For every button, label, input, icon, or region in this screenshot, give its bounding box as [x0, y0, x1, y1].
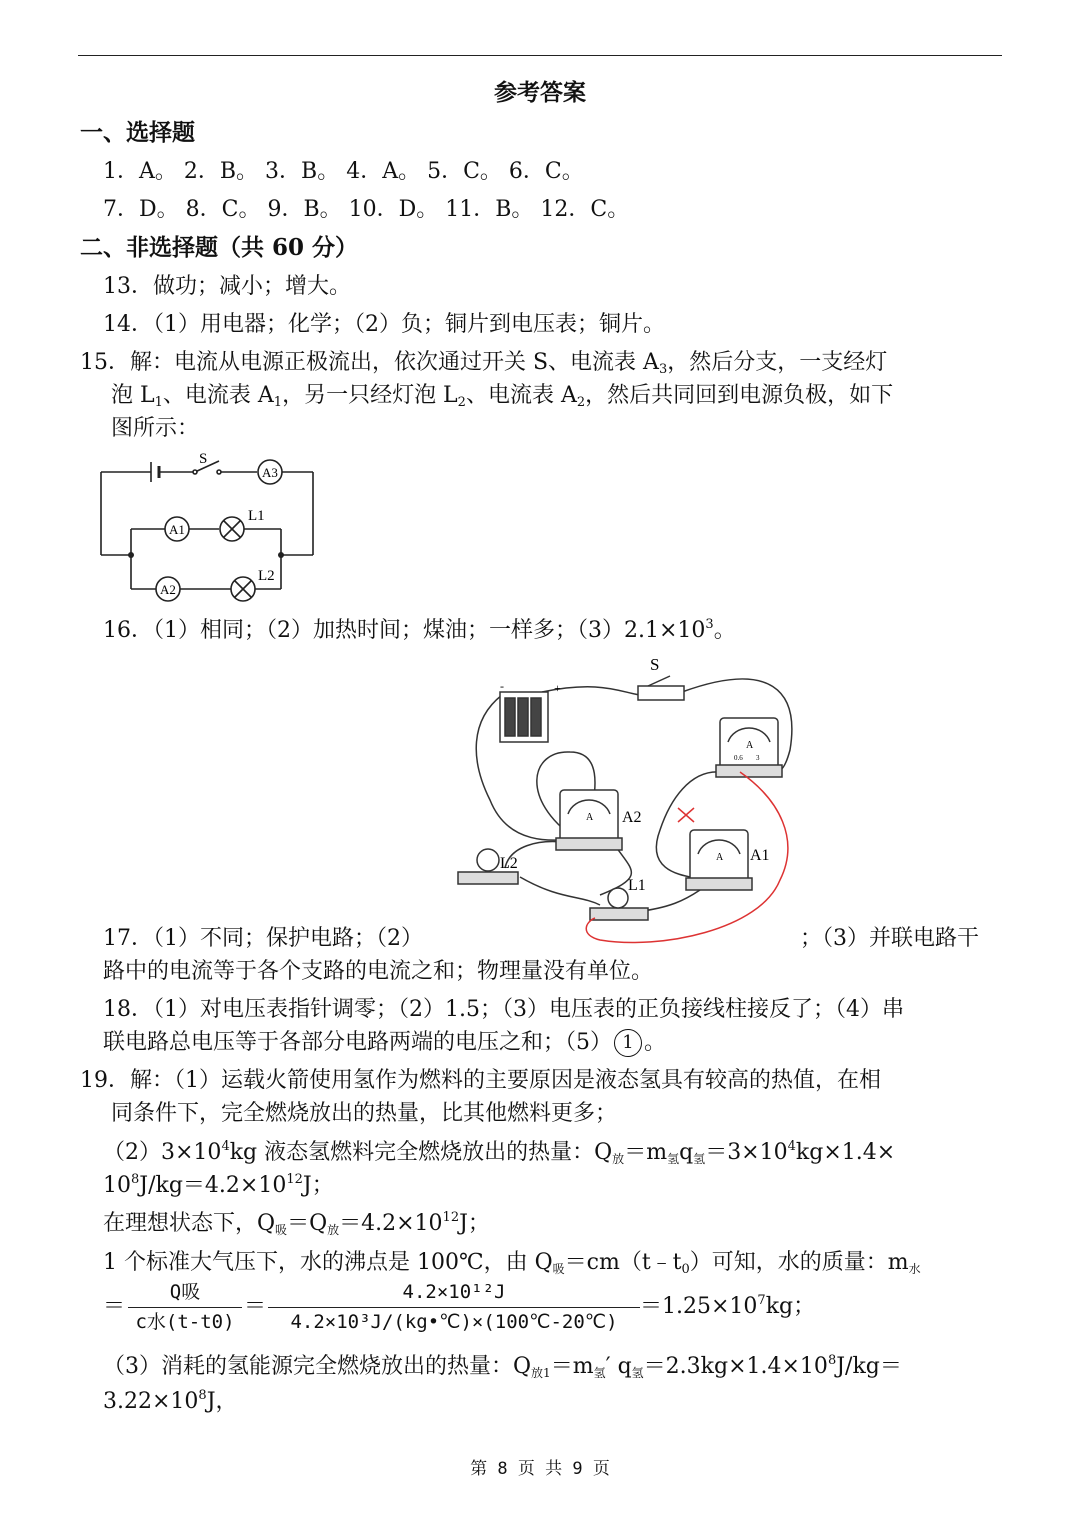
red-cross-mark — [678, 808, 694, 822]
fraction-2 — [268, 1276, 640, 1336]
lamp-l1-label: L1 — [248, 508, 265, 524]
mass-result: $=1.25\times 10^7kg$； — [640, 1293, 816, 1319]
scale-06-top: 0.6 — [734, 754, 743, 762]
page-footer: 第 8 页 共 9 页 — [470, 1459, 610, 1479]
answer-19-line-5: 在理想状态下，Q吸＝Q放$=4.2\times 10^{12}J$； — [103, 1210, 490, 1237]
meter-face-top: A — [746, 740, 754, 751]
answer-19-line-2: 同条件下，完全燃烧放出的热量，比其他燃料更多； — [111, 1101, 618, 1126]
circuit-schematic — [95, 448, 325, 608]
answer-15-line-1: 15．解：电流从电源正极流出，依次通过开关 S、电流表 $A_3$，然后分支，一支经灯 — [80, 350, 888, 377]
switch-label: S — [650, 655, 660, 674]
answer-19-line-3: $(2)3\times 10^4kg$ 液态氢燃料完全燃烧放出的热量：Q放＝m氢q氢$=3\times 10^4kg\times 1.4\times$ — [103, 1139, 896, 1166]
answer-15-line-3: 图所示： — [111, 416, 200, 441]
physical-circuit-drawing — [450, 650, 810, 950]
meter-a2-label: A2 — [622, 809, 642, 826]
answer-17-part-2: ；（3）并联电路干 — [800, 926, 979, 951]
scale-3-top: 3 — [756, 754, 760, 762]
answer-16: 16．（1）相同；（2）加热时间；煤油；一样多；$(3)2.1\times 10^3$。 — [103, 617, 736, 643]
answer-18-line-2: 联电路总电压等于各部分电路两端的电压之和；（5） 1 。 — [103, 1030, 667, 1055]
circled-number: 1 — [614, 1029, 642, 1057]
ammeter-a3-label: A3 — [262, 465, 278, 480]
meter-face-a2: A — [586, 812, 594, 823]
switch-s-label: S — [199, 451, 208, 467]
fraction-2-denominator: 4.2×10³J/(kg•℃)×(100℃-20℃) — [290, 1311, 618, 1333]
fraction-1-bar — [128, 1307, 242, 1308]
ammeter-a1-label: A1 — [169, 522, 185, 537]
junction-left — [128, 552, 134, 558]
answer-17-line-2: 路中的电流等于各个支路的电流之和；物理量没有单位。 — [103, 959, 654, 984]
lamp-l1-label: L1 — [628, 877, 646, 894]
fraction-1 — [128, 1276, 242, 1336]
fraction-1-denominator: c水(t-t0) — [135, 1311, 235, 1333]
fraction-1-numerator: Q吸 — [169, 1281, 201, 1303]
top-rule — [78, 55, 1002, 56]
battery-minus: - — [500, 679, 504, 693]
answer-19-line-6: 1 个标准大气压下，水的沸点是 100℃，由 Q吸$=cm(t﹣t_0)$可知，水的质量：m水 — [103, 1250, 921, 1277]
equals-sign-2: ＝ — [244, 1294, 267, 1319]
junction-right — [278, 552, 284, 558]
fraction-2-bar — [268, 1307, 640, 1308]
meter-a1-label: A1 — [750, 847, 770, 864]
equals-sign-1: ＝ — [103, 1294, 126, 1319]
lamp-l2-label: L2 — [500, 855, 518, 872]
choice-answers-line-1: 1．A。 2．B。 3．B。 4．A。 5．C。 6．C。 — [103, 159, 584, 184]
page-title: 参考答案 — [494, 79, 586, 106]
meter-face-a1: A — [716, 852, 724, 863]
answer-15-line-2: 泡 $L_1$、电流表 $A_1$，另一只经灯泡 $L_2$、电流表 $A_2$，然后共同回到电源负极，如下 — [111, 383, 894, 410]
answer-19-line-4: $10^8J/kg=4.2\times 10^{12}J$； — [103, 1172, 334, 1198]
section-nonchoice-heading: 二、非选择题（共 60 分） — [80, 234, 359, 261]
section-choice-heading: 一、选择题 — [80, 119, 195, 146]
answer-17-part-1: 17．（1）不同；保护电路；（2） — [103, 926, 423, 951]
answer-13: 13．做功；减小；增大。 — [103, 274, 351, 299]
answer-19-line-8: （3）消耗的氢能源完全燃烧放出的热量：Q放1＝m氢′ q氢$=2.3kg\times 1.4\times 10^8J/kg=$ — [103, 1353, 902, 1380]
fraction-2-numerator: 4.2×10¹²J — [402, 1281, 506, 1303]
battery-plus: + — [554, 681, 561, 695]
answer-18-line-1: 18．（1）对电压表指针调零；（2）1.5；（3）电压表的正负接线柱接反了；（4）串 — [103, 997, 904, 1022]
answer-19-line-1: 19．解：（1）运载火箭使用氢作为燃料的主要原因是液态氢具有较高的热值，在相 — [80, 1068, 881, 1093]
answer-19-line-9: $3.22\times 10^8J$， — [103, 1388, 238, 1414]
lamp-l2-label: L2 — [258, 568, 275, 584]
answer-14: 14．（1）用电器；化学；（2）负；铜片到电压表；铜片。 — [103, 312, 665, 337]
ammeter-a2-label: A2 — [160, 582, 176, 597]
choice-answers-line-2: 7．D。 8．C。 9．B。 10．D。 11．B。 12．C。 — [103, 197, 630, 222]
